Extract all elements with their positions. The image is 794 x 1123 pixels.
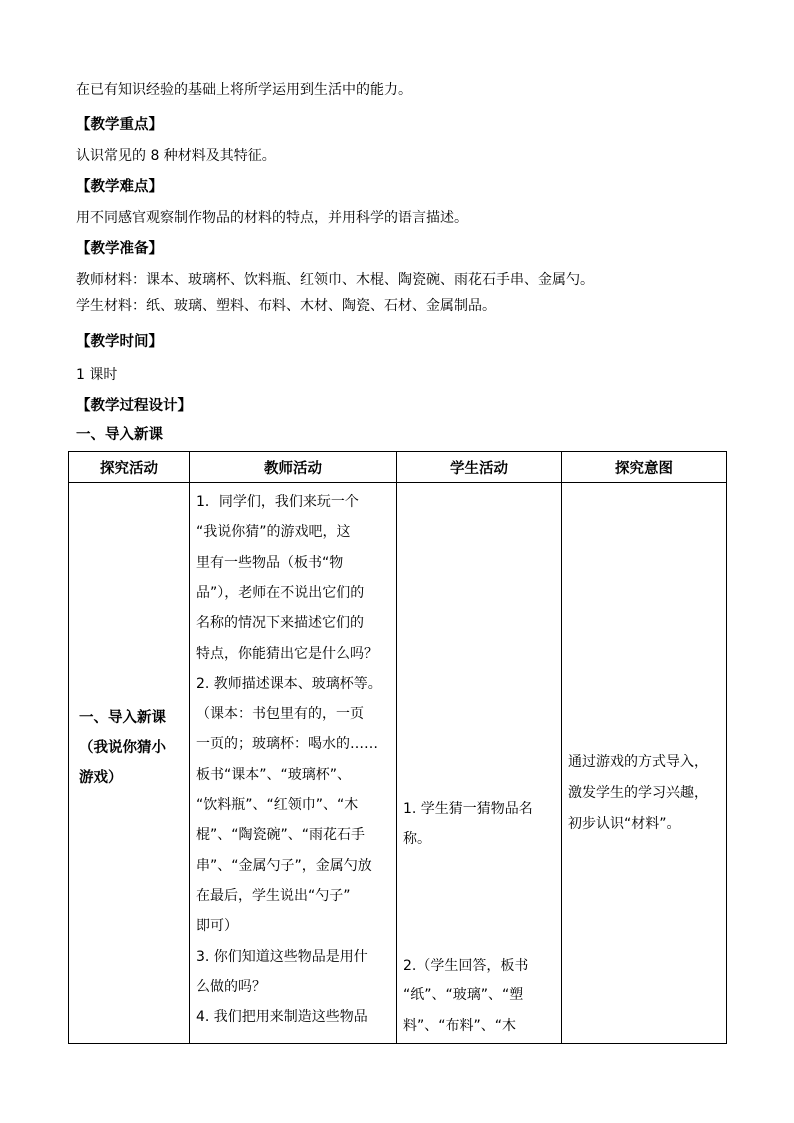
teacher-line: 里有一些物品（板书“物	[196, 554, 344, 571]
teacher-line: 品”），老师在不说出它们的	[196, 584, 365, 601]
teacher-line: 么做的吗？	[196, 978, 266, 995]
time-heading: 【教学时间】	[76, 334, 163, 350]
activity-line: （我说你猜小	[79, 740, 166, 756]
teacher-line: 特点，你能猜出它是什么吗？	[196, 645, 378, 662]
student-line: “纸”、“玻璃”、“塑	[403, 987, 524, 1003]
table-row	[69, 483, 727, 1044]
activity-line: 一、导入新课	[79, 710, 166, 726]
header-intent: 探究意图	[562, 452, 727, 483]
teacher-line: 棍”、“陶瓷碗”、“雨花石手	[196, 827, 366, 844]
teacher-line: 2. 教师描述课本、玻璃杯等。	[196, 675, 382, 692]
student-line: 料”、“布料”、“木	[403, 1018, 517, 1034]
lesson-table	[68, 451, 727, 1044]
difficulties-text: 用不同感官观察制作物品的材料的特点，并用科学的语言描述。	[76, 210, 468, 226]
header-teacher: 教师活动	[190, 452, 397, 483]
student-cell	[397, 483, 562, 1044]
teacher-line: 3. 你们知道这些物品是用什	[196, 948, 368, 965]
intro-line: 在已有知识经验的基础上将所学运用到生活中的能力。	[76, 82, 412, 98]
teacher-line: 在最后，学生说出“勺子”	[196, 887, 351, 904]
table-header-row	[69, 452, 727, 483]
header-activity: 探究活动	[69, 452, 190, 483]
teacher-cell	[190, 483, 397, 1044]
teacher-line: （课本：书包里有的，一页	[196, 706, 364, 723]
teacher-line: 串”、“金属勺子”，金属勺放	[196, 857, 372, 874]
activity-cell	[69, 483, 190, 1044]
intent-line: 激发学生的学习兴趣，	[568, 785, 708, 801]
student-line: 称。	[403, 831, 431, 847]
teacher-materials: 教师材料：课本、玻璃杯、饮料瓶、红领巾、木棍、陶瓷碗、雨花石手串、金属勺。	[76, 272, 594, 288]
teacher-line: 板书“课本”、“玻璃杯”、	[196, 766, 352, 783]
key-points-text: 认识常见的 8 种材料及其特征。	[76, 148, 276, 164]
intent-line: 通过游戏的方式导入，	[568, 754, 708, 770]
student-materials: 学生材料：纸、玻璃、塑料、布料、木材、陶瓷、石材、金属制品。	[76, 298, 496, 314]
preparation-heading: 【教学准备】	[76, 241, 163, 257]
intent-cell	[562, 483, 727, 1044]
time-text: 1 课时	[76, 367, 118, 383]
teacher-line: 4. 我们把用来制造这些物品	[196, 1009, 368, 1026]
student-line: 1. 学生猜一猜物品名	[403, 801, 533, 817]
header-student: 学生活动	[397, 452, 562, 483]
intent-line: 初步认识“材料”。	[568, 816, 681, 832]
difficulties-heading: 【教学难点】	[76, 179, 163, 195]
teacher-line: 名称的情况下来描述它们的	[196, 615, 364, 632]
teacher-line: 1．同学们，我们来玩一个	[196, 494, 359, 510]
teacher-line: 一页的；玻璃杯：喝水的……	[196, 736, 378, 753]
process-heading: 【教学过程设计】	[76, 398, 192, 414]
activity-line: 游戏）	[79, 770, 123, 786]
teacher-line: “我说你猜”的游戏吧，这	[196, 524, 351, 541]
teacher-line: 即可）	[196, 918, 238, 935]
teacher-line: “饮料瓶”、“红领巾”、“木	[196, 797, 359, 813]
intro-section-heading: 一、导入新课	[76, 427, 163, 443]
key-points-heading: 【教学重点】	[76, 117, 163, 133]
student-line: 2.（学生回答，板书	[403, 958, 529, 974]
